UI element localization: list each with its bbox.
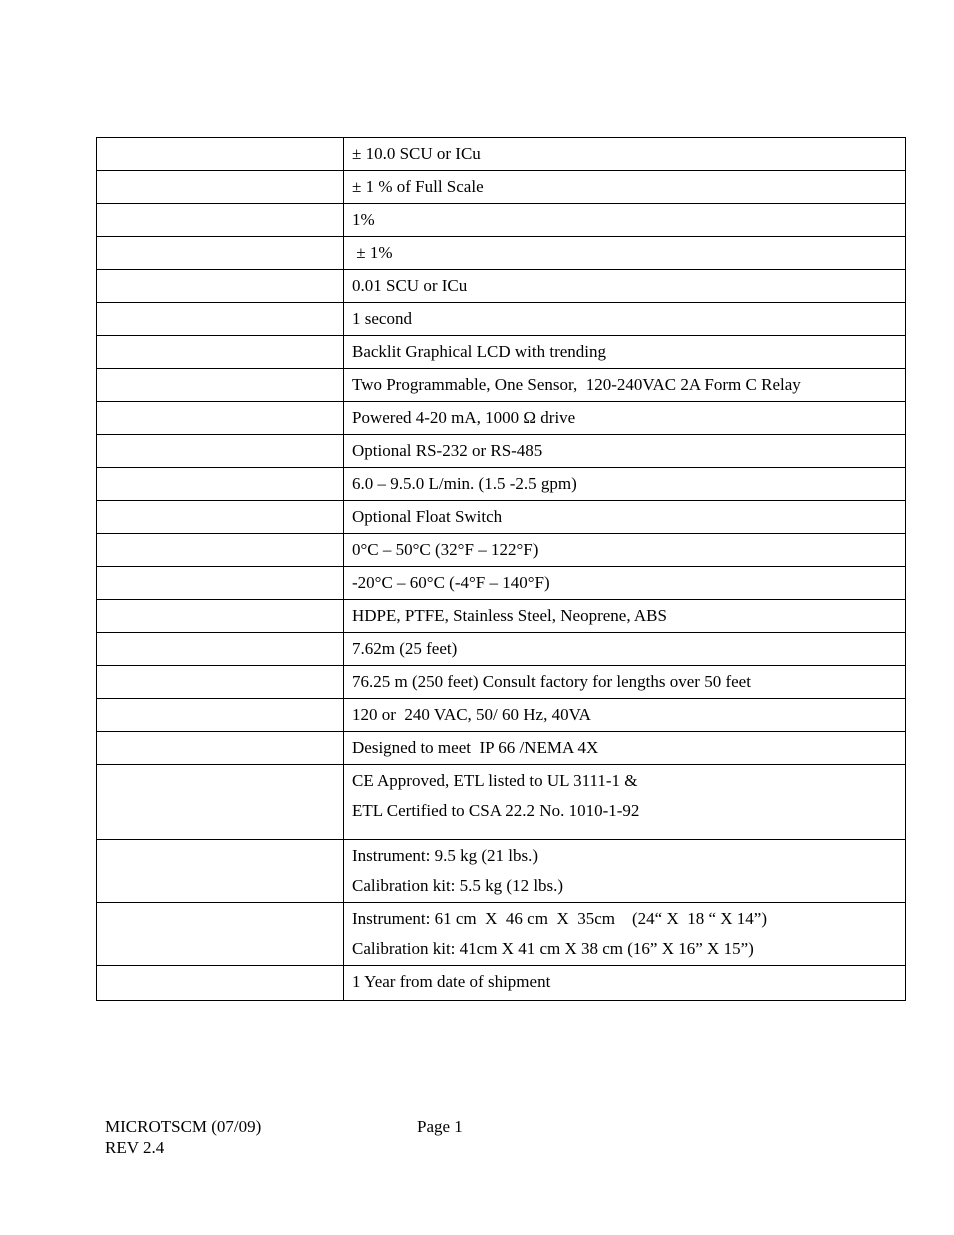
spec-value (344, 336, 906, 369)
spec-label (97, 336, 344, 369)
spec-label (97, 903, 344, 966)
spec-value (344, 732, 906, 765)
spec-label (97, 468, 344, 501)
spec-row (97, 732, 906, 765)
spec-row (97, 336, 906, 369)
spec-row (97, 171, 906, 204)
spec-row (97, 369, 906, 402)
spec-label (97, 567, 344, 600)
spec-value-line: Optional Float Switch (352, 507, 503, 526)
spec-value (344, 138, 906, 171)
spec-row (97, 138, 906, 171)
footer-page-number: Page 1 (417, 1117, 463, 1136)
spec-value-line: Two Programmable, One Sensor, 120-240VAC 2A Form C Relay (352, 375, 801, 394)
spec-value (344, 369, 906, 402)
spec-value (344, 303, 906, 336)
spec-row (97, 600, 906, 633)
spec-label (97, 765, 344, 840)
spec-value (344, 699, 906, 732)
spec-value (344, 966, 906, 1001)
spec-label (97, 840, 344, 903)
spec-row (97, 699, 906, 732)
spec-value-line: ± 1 % of Full Scale (352, 177, 484, 196)
spec-value (344, 501, 906, 534)
spec-label (97, 369, 344, 402)
spec-row (97, 633, 906, 666)
spec-value (344, 765, 906, 840)
spec-value (344, 435, 906, 468)
spec-value (344, 270, 906, 303)
spec-value-line: Backlit Graphical LCD with trending (352, 342, 606, 361)
spec-label (97, 138, 344, 171)
spec-label (97, 303, 344, 336)
spec-row (97, 966, 906, 1001)
spec-row (97, 270, 906, 303)
spec-row (97, 204, 906, 237)
spec-value (344, 633, 906, 666)
spec-row (97, 903, 906, 966)
spec-row (97, 666, 906, 699)
spec-label (97, 270, 344, 303)
spec-value-line: CE Approved, ETL listed to UL 3111-1 & (352, 771, 638, 790)
spec-label (97, 435, 344, 468)
spec-value-line: 1% (352, 210, 375, 229)
spec-label (97, 204, 344, 237)
spec-value-line: ± 10.0 SCU or ICu (352, 144, 481, 163)
spec-value (344, 237, 906, 270)
spec-row (97, 765, 906, 840)
spec-value-line: 1 second (352, 309, 412, 328)
spec-value (344, 600, 906, 633)
spec-value-line: 1 Year from date of shipment (352, 972, 551, 991)
spec-row (97, 840, 906, 903)
spec-label (97, 732, 344, 765)
spec-row (97, 402, 906, 435)
spec-value-line: 0.01 SCU or ICu (352, 276, 468, 295)
spec-value-line: Optional RS-232 or RS-485 (352, 441, 543, 460)
spec-value (344, 468, 906, 501)
spec-value-line: -20°C – 60°C (-4°F – 140°F) (352, 573, 550, 592)
spec-value-line: HDPE, PTFE, Stainless Steel, Neoprene, ABS (352, 606, 667, 625)
spec-value (344, 840, 906, 903)
spec-row (97, 237, 906, 270)
spec-label (97, 699, 344, 732)
spec-value-line: Instrument: 9.5 kg (21 lbs.) (352, 846, 539, 865)
spec-value-line: 120 or 240 VAC, 50/ 60 Hz, 40VA (352, 705, 591, 724)
spec-value (344, 534, 906, 567)
footer-revision: REV 2.4 (105, 1138, 165, 1157)
spec-value (344, 204, 906, 237)
spec-value-line: Calibration kit: 5.5 kg (12 lbs.) (352, 876, 564, 895)
spec-label (97, 402, 344, 435)
footer-document-info (105, 1116, 261, 1158)
spec-label (97, 237, 344, 270)
spec-row (97, 534, 906, 567)
specifications-table (96, 137, 906, 1001)
spec-value-line: 7.62m (25 feet) (352, 639, 458, 658)
footer-doc-id: MICROTSCM (07/09) (105, 1117, 262, 1136)
spec-label (97, 966, 344, 1001)
spec-value-line: 0°C – 50°C (32°F – 122°F) (352, 540, 539, 559)
spec-value-line: Calibration kit: 41cm X 41 cm X 38 cm (16” X 16” X 15”) (352, 939, 754, 958)
spec-value-line: Designed to meet IP 66 /NEMA 4X (352, 738, 599, 757)
spec-row (97, 435, 906, 468)
spec-label (97, 633, 344, 666)
spec-row (97, 567, 906, 600)
spec-label (97, 600, 344, 633)
spec-value-line: 76.25 m (250 feet) Consult factory for lengths over 50 feet (352, 672, 751, 691)
spec-value-line: ± 1% (352, 243, 393, 262)
spec-label (97, 501, 344, 534)
spec-value-line: Powered 4-20 mA, 1000 Ω drive (352, 408, 576, 427)
spec-row (97, 303, 906, 336)
spec-value (344, 402, 906, 435)
spec-label (97, 171, 344, 204)
spec-value-line: 6.0 – 9.5.0 L/min. (1.5 -2.5 gpm) (352, 474, 577, 493)
spec-value-line: Instrument: 61 cm X 46 cm X 35cm (24“ X 18 “ X 14”) (352, 909, 767, 928)
spec-value (344, 903, 906, 966)
spec-value (344, 666, 906, 699)
spec-label (97, 534, 344, 567)
spec-value (344, 171, 906, 204)
spec-label (97, 666, 344, 699)
spec-row (97, 501, 906, 534)
spec-row (97, 468, 906, 501)
spec-value (344, 567, 906, 600)
spec-value-line: ETL Certified to CSA 22.2 No. 1010-1-92 (352, 801, 640, 820)
